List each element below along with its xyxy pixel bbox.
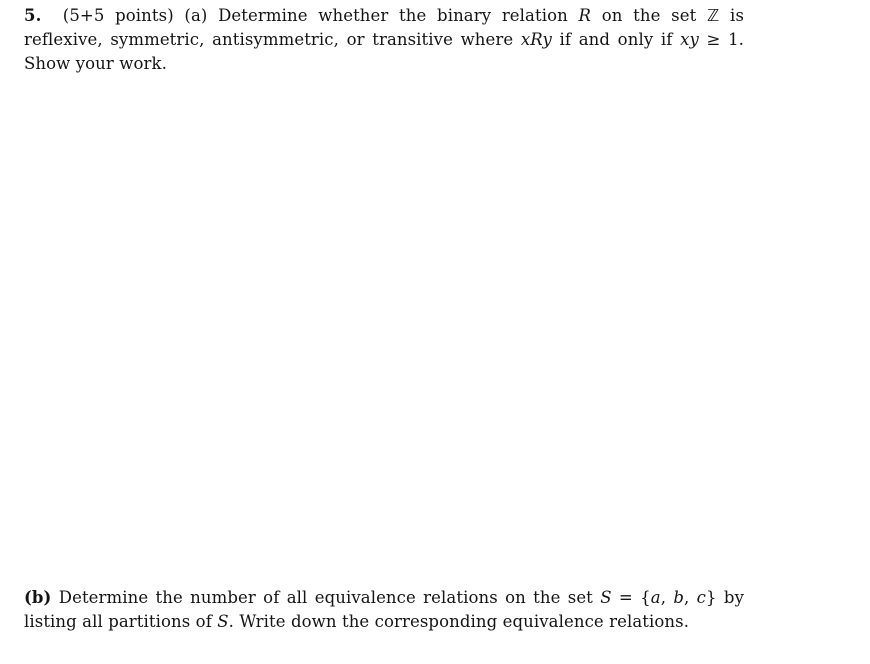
text-run: on the set <box>591 6 707 25</box>
bold-run: 5. <box>24 6 42 25</box>
bold-run: (b) <box>24 588 52 607</box>
blackboard-z-symbol: ℤ <box>707 6 720 25</box>
text-run: if and only if <box>551 30 681 49</box>
question-5b-text <box>24 586 744 634</box>
question-5a-text <box>24 4 744 76</box>
text-run: (5+5 points) (a) Determine whether the binary relation <box>41 6 579 25</box>
text-run: . Write down the corresponding equivalence relations. <box>228 612 690 631</box>
text-run: = { <box>611 588 651 607</box>
text-run: } by listing all partitions of <box>24 588 744 631</box>
math-run: a <box>650 588 661 607</box>
math-run: R <box>578 6 592 25</box>
math-run: S <box>217 612 229 631</box>
text-run: Determine the number of all equivalence relations on the set <box>51 588 601 607</box>
math-run: b <box>673 588 685 607</box>
text-run: is reflexive, symmetric, antisymmetric, or transitive where <box>24 6 745 49</box>
math-run: c <box>696 588 707 607</box>
math-run: S <box>600 588 612 607</box>
math-run: xy <box>680 30 699 49</box>
text-run: ≥ 1. Show your work. <box>24 30 745 73</box>
text-run: , <box>660 588 674 607</box>
text-run: , <box>684 588 697 607</box>
math-run: xRy <box>520 30 552 49</box>
